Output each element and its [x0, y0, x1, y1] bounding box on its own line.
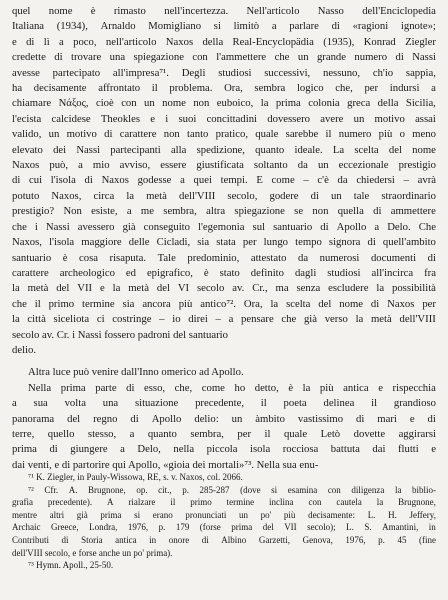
text-line: che i Nassi avessero già conseguito l'egemonia sul santuario di Apollo a Delo. Che [12, 220, 436, 233]
footnote-line: Contributi di Storia antica in onore di Albino Garzetti, Genova, 1976, p. 45 (fine [12, 534, 436, 545]
text-line: a sua volta una situazione precedente, il poeta delinea il grandioso [12, 397, 436, 410]
footnote-line: ⁷³ Hymn. Apoll., 25-50. [28, 560, 114, 571]
text-line: la città siceliota ci costringe – io direi – a pensare che già verso la metà dell'VIII [12, 313, 436, 326]
text-line: l'ecista calcidese Theokles e i suoi concittadini dovessero avere un motivo assai [12, 112, 436, 125]
text-line: elevato dei Nassi partecipanti alla spedizione, quanto ideale. La scelta del nome [12, 143, 436, 156]
text-line: Altra luce può venire dall'Inno omerico ad Apollo. [28, 366, 244, 379]
text-line: Naxos, l'isola maggiore delle Cicladi, sia stata per lungo tempo signora di quell'ambito [12, 236, 436, 249]
text-line: Nella prima parte di esso, che, come ho detto, è la più antica e rispecchia [28, 381, 436, 394]
text-line: quel nome è rimasto nell'incertezza. Nell'articolo Nasso dell'Enciclopedia [12, 5, 436, 17]
text-line: terre, quello stesso, a quanto sembra, per il quale Letò dovette aggirarsi [12, 427, 436, 440]
text-line: valido, un motivo di carattere non tanto pratico, quale sarebbe il numero più o meno [12, 128, 436, 141]
footnote [12, 559, 436, 572]
footnote [12, 484, 436, 560]
text-line: ha decisamente affrontato il problema. Ora, sembra logico che, per indursi a [12, 82, 436, 95]
text-line: e di lì a poco, nell'articolo Naxos della Real-Encyclopädia (1935), Konrad Ziegler [12, 35, 436, 48]
text-line: di cui l'isola di Naxos godesse a quei tempi. E come – c'è da chiedersi – avrà [12, 174, 436, 187]
footnote-line: Archaic Greece, Londra, 1976, p. 179 (forse prima del VII secolo); L. S. Amantini, in [12, 522, 436, 533]
body-text [12, 4, 436, 473]
text-line: prestigio? Non esiste, a me sembra, altra spiegazione se non quella di ammettere [12, 205, 436, 218]
text-line: prima di giungere a Delo, nella piccola isola rocciosa battuta dai flutti e [12, 443, 436, 456]
paragraph-2 [12, 365, 436, 380]
footnote-line: grafia precedente). A rialzare il primo termine inclina con cautela la Brugnone, [12, 497, 436, 508]
footnote-line: ⁷² Cfr. A. Brugnone, op. cit., p. 285-287 (dove si esamina con diligenza la biblio- [28, 484, 436, 495]
text-line: carattere archeologico ed epigrafico, è stato definito dagli studiosi all'incirca fra [12, 266, 436, 279]
paragraph-3 [12, 381, 436, 473]
text-line: avesse partecipato all'impresa⁷¹. Degli studiosi successivi, nessuno, ch'io sappia, [12, 66, 436, 79]
text-line: la metà del VII e la metà del VI secolo av. Cr., ma senza escludere la possibilità [12, 282, 436, 295]
paragraph-1 [12, 4, 436, 358]
footnotes [12, 471, 436, 572]
text-line: panorama del regno di Apollo delio: un àmbito vastissimo di mari e di [12, 412, 436, 425]
text-line: delio. [12, 343, 37, 356]
text-line: dai venti, e di partorire qui Apollo, «gioia dei mortali»⁷³. Nella sua enu- [12, 458, 319, 471]
footnote [12, 471, 436, 484]
text-line: chiamare Νάξος, cioè con un nome non euboico, la prima colonia greca della Sicilia, [12, 97, 436, 110]
text-line: santuario è cosa risaputa. Tale predominio, attestato da numerosi documenti di [12, 251, 436, 264]
footnote-line: dell'VIII secolo, e forse anche un po' prima). [12, 547, 173, 558]
text-line: secolo av. Cr. i Nassi fossero padroni del santuario [12, 328, 228, 341]
text-line: Naxos può, a mio avviso, essere giustificata soltanto da un eccezionale prestigio [12, 159, 436, 172]
text-line: che il primo termine sia ancora più antico⁷². Ora, la scelta del nome di Naxos per [12, 297, 436, 310]
text-line: potuto Naxos, circa la metà dell'VIII secolo, godere di un tale straordinario [12, 189, 436, 202]
footnote-line: ⁷¹ K. Ziegler, in Pauly-Wissowa, RE, s. v. Naxos, col. 2066. [28, 472, 243, 482]
text-line: Italiana (1934), Arnaldo Momigliano si limitò a parlare di «ragioni ignote»; [12, 20, 436, 33]
text-line: credette di trovare una spiegazione con l'ammettere che un grande numero di Nassi [12, 51, 436, 64]
footnote-line: mentre altri già prima si erano pronunciati un po' più decisamente: L. H. Jeffery, [12, 509, 436, 520]
